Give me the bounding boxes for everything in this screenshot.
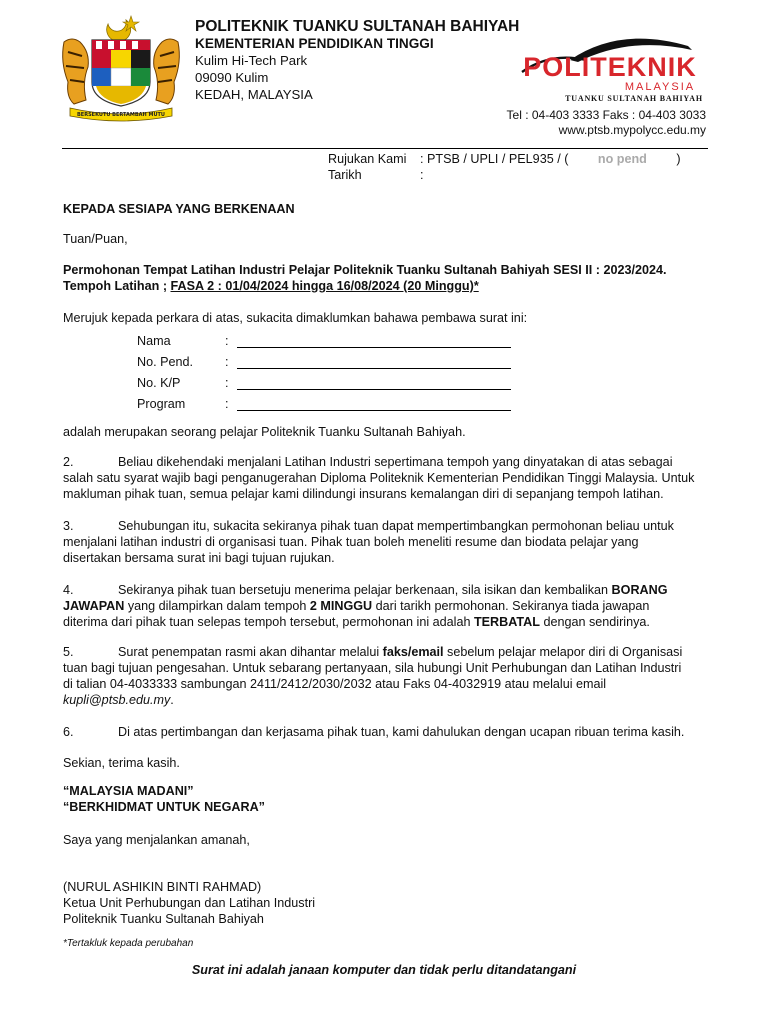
field-label: Nama [137, 334, 171, 348]
email-link[interactable]: kupli@ptsb.edu.my [63, 693, 171, 707]
subject-line-2-prefix: Tempoh Latihan ; [63, 279, 171, 293]
after-fields-text: adalah merupakan seorang pelajar Politeknik Tuanku Sultanah Bahiyah. [63, 425, 466, 439]
subject [63, 262, 701, 294]
paragraph-5: 5. Surat penempatan rasmi akan dihantar melalui faks/email sebelum pelajar melapor diri di Organisasi tuan bagi tujuan pengesahan. Untuk sebarang pertanyaan, sila hubungi Unit Perhubungan dan Latihan Industri di talian 04-4033333 sambungan 2411/2412/2030/2032 atau Faks 04-4032919 atau melalui email kupli@ptsb.edu.my. [63, 645, 683, 707]
letterhead-block [195, 18, 519, 103]
signer-name: (NURUL ASHIKIN BINTI RAHMAD) [63, 880, 262, 894]
signer-org: Politeknik Tuanku Sultanah Bahiyah [63, 912, 264, 926]
field-blank-line[interactable] [237, 347, 511, 348]
field-blank-line[interactable] [237, 389, 511, 390]
paragraph-6: 6. Di atas pertimbangan dan kerjasama pihak tuan, kami dahulukan dengan ucapan ribuan terima kasih. [63, 725, 685, 739]
reference-block [328, 151, 681, 183]
field-no-kp: No. K/P : [137, 376, 229, 397]
website-link[interactable]: www.ptsb.mypolycc.edu.my [558, 123, 706, 137]
institution-name: POLITEKNIK TUANKU SULTANAH BAHIYAH [195, 18, 520, 35]
rujukan-value: : PTSB / UPLI / PEL935 / ( [420, 152, 569, 166]
subject-line-1: Permohonan Tempat Latihan Industri Pelajar Politeknik Tuanku Sultanah Bahiyah SESI II : 2023/2024. [63, 263, 667, 277]
rujukan-label: Rujukan Kami [328, 152, 407, 166]
contact-block [507, 108, 706, 138]
field-label: No. Pend. [137, 355, 194, 369]
field-blank-line[interactable] [237, 410, 511, 411]
field-no-pend: No. Pend. : [137, 355, 229, 376]
field-label: No. K/P [137, 376, 181, 390]
field-blank-line[interactable] [237, 368, 511, 369]
salutation: Tuan/Puan, [63, 232, 128, 246]
field-nama: Nama : [137, 334, 229, 355]
svg-text:MALAYSIA: MALAYSIA [624, 81, 696, 93]
slogan-2: “BERKHIDMAT UNTUK NEGARA” [63, 800, 265, 814]
recipient: KEPADA SESIAPA YANG BERKENAAN [63, 202, 295, 216]
subject-line-2-period: FASA 2 : 01/04/2024 hingga 16/08/2024 (20 Minggu)* [170, 279, 479, 293]
malaysia-crest-icon [56, 12, 186, 122]
header-divider [62, 148, 708, 149]
intro-text: Merujuk kepada perkara di atas, sukacita dimaklumkan bahawa pembawa surat ini: [63, 311, 528, 325]
tarikh-label: Tarikh [328, 168, 362, 182]
address-line-2: 09090 Kulim [195, 70, 269, 85]
tarikh-value: : [420, 168, 424, 182]
sign-off: Saya yang menjalankan amanah, [63, 833, 250, 847]
field-program: Program : [137, 397, 229, 418]
no-pend-placeholder: no pend [597, 152, 647, 166]
footer-note: Surat ini adalah janaan komputer dan tidak perlu ditandatangani [191, 963, 577, 977]
slogan-1: “MALAYSIA MADANI” [63, 784, 194, 798]
contact-phone: Tel : 04-403 3333 Faks : 04-403 3033 [506, 108, 706, 122]
closing: Sekian, terima kasih. [63, 756, 180, 770]
paragraph-3: 3. Sehubungan itu, sukacita sekiranya pihak tuan dapat mempertimbangkan permohonan beliau untuk menjalani latihan industri di organisasi tuan. Pihak tuan boleh meneliti resume dan biodata pelajar yang disertakan bersama surat ini bagi tujuan rujukan. [63, 519, 674, 565]
field-label: Program [137, 397, 186, 411]
address-line-1: Kulim Hi-Tech Park [195, 53, 308, 68]
footnote: *Tertakluk kepada perubahan [63, 938, 194, 949]
ministry-name: KEMENTERIAN PENDIDIKAN TINGGI [195, 36, 434, 51]
rujukan-close: ) [676, 152, 681, 166]
signer-title: Ketua Unit Perhubungan dan Latihan Industri [63, 896, 316, 910]
address-line-3: KEDAH, MALAYSIA [195, 87, 313, 102]
politeknik-logo [510, 30, 710, 110]
signature-block [63, 879, 701, 927]
svg-text:TUANKU SULTANAH BAHIYAH: TUANKU SULTANAH BAHIYAH [565, 94, 703, 103]
svg-text:BERSEKUTU BERTAMBAH MUTU: BERSEKUTU BERTAMBAH MUTU [77, 112, 165, 118]
paragraph-4: 4. Sekiranya pihak tuan bersetuju menerima pelajar berkenaan, sila isikan dan kembalikan BORANG JAWAPAN yang dilampirkan dalam tempoh 2 MINGGU dari tarikh permohonan. Sekiranya tiada jawapan diterima dari pihak tuan selepas tempoh tersebut, permohonan ini adalah TERBATAL dengan sendirinya. [63, 583, 668, 629]
svg-text:POLITEKNIK: POLITEKNIK [523, 52, 697, 82]
paragraph-2: 2. Beliau dikehendaki menjalani Latihan Industri sepertimana tempoh yang dinyatakan di atas sebagai salah satu syarat wajib bagi penganugerahan Diploma Politeknik Kementerian Pendidikan Tinggi Malaysia. Untuk makluman pihak tuan, semua pelajar kami dilindungi insurans kemalangan diri di sepanjang tempoh latihan. [63, 455, 695, 501]
slogans [63, 783, 701, 815]
